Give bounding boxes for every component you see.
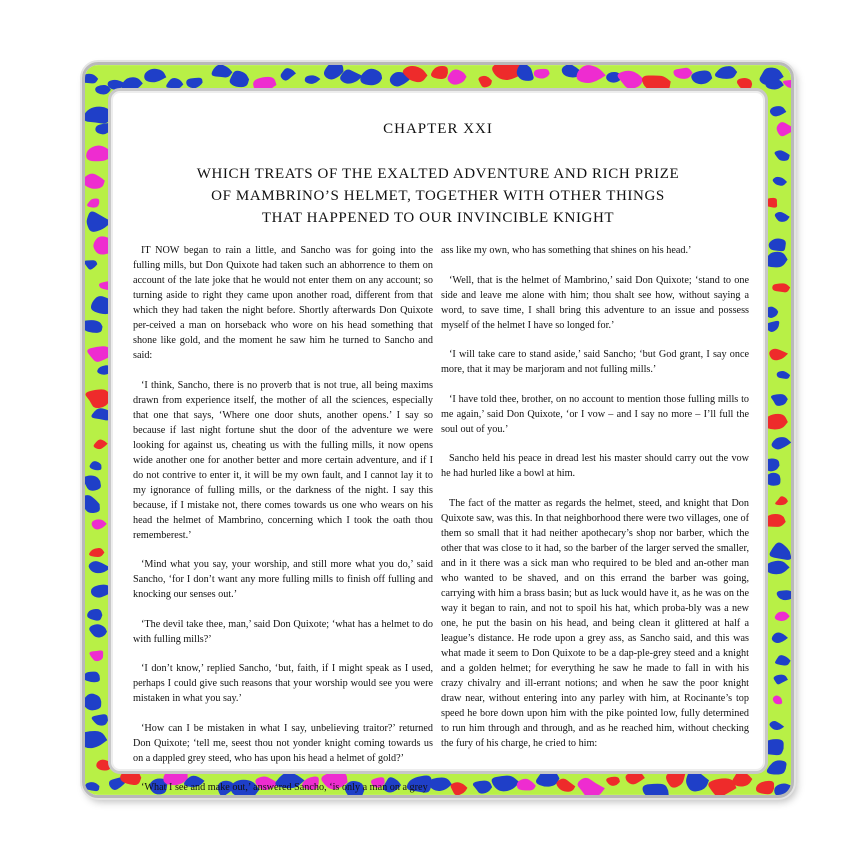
chapter-heading: CHAPTER XXI	[383, 121, 493, 137]
paragraph: ‘The devil take thee, man,’ said Don Quixote; ‘what has a helmet to do with fulling mills?’	[133, 618, 433, 645]
paragraph: ‘What I see and make out,’ answered Sancho, ‘is only a man on a grey	[141, 782, 428, 793]
paragraph: The fact of the matter as regards the helmet, steed, and knight that Don Quixote saw, was this. In that neighborhood there were two villages, one of them so small that it had neither apothecary’s shop nor barber, which the other that was close to it had, so the barber of the larger served the smaller, and in it there was a sick man who required to be bled and an-other man who wanted to be shaved, and on this errand the barber was going, carrying with him a brass basin; but as luck would have it, as he was on the way it began to rain, and not to spoil his hat, which proba-bly was a new one, he put the basin on his head, and being clean it glittered at half a league’s distance. He rode upon a grey ass, as Sancho said, and this was what made it seem to Don Quixote to be a dap-ple-grey steed and a knight and a golden helmet; for everything he saw he made to fall in with his crazy chivalry and ill-errant notions; and when he saw the poor knight draw near, without entering into any parley with him, at Rocinante’s top speed he bore down upon him with the pike pointed low, fully determined to run him through and through, and as he reached him, without checking the fury of his charge, he cried to him:	[441, 497, 749, 749]
paragraph: ‘How can I be mistaken in what I say, unbelieving traitor?’ returned Don Quixote; ‘tell me, seest thou not yonder knight coming towards us on a dappled grey steed, who has upon his head a helmet of gold?’	[133, 722, 433, 764]
paragraph: ‘I don’t know,’ replied Sancho, ‘but, faith, if I might speak as I used, perhaps I could give such reasons that your worship would see you were mistaken in what you say.’	[133, 663, 433, 704]
paragraph: ‘I think, Sancho, there is no proverb that is not true, all being maxims drawn from experience itself, the mother of all the sciences, especially that one that says, ‘Where one door shuts, another opens.’ I say so because if last night fortune shut the door of the adventure we were looking for against us, cheating us with the fulling mills, it now opens wide another one for another better and more certain adventure, and if I do not contrive to enter it, it will be my own fault, and I cannot lay it to my ignorance of fulling mills, or the darkness of the night. I say this because, if I mistake not, there comes towards us one who wears on his head the helmet of Mambrino, concerning which I took the oath thou rememberest.’	[133, 379, 433, 541]
paragraph: ass like my own, who has something that shines on his head.’	[441, 245, 692, 256]
chapter-title-line: OF MAMBRINO’S HELMET, TOGETHER WITH OTHER THINGS	[211, 188, 665, 204]
paragraph: IT NOW began to rain a little, and Sancho was for going into the fulling mills, but Don Quixote had taken such an abhorrence to them on account of the late joke that he would not enter them on any account; so turning aside to right they came upon another road, different from that which they had taken the night before. Shortly afterwards Don Quixote per-ceived a man on horseback who wore on his head something that shone like gold, and the moment he saw him he turned to Sancho and said:	[133, 245, 433, 361]
pattern-blob	[643, 784, 669, 795]
paragraph: ‘I will take care to stand aside,’ said Sancho; ‘but God grant, I say once more, that it may be marjoram and not fulling mills.’	[441, 349, 749, 375]
pattern-blob	[85, 672, 100, 683]
paragraph: ‘Well, that is the helmet of Mambrino,’ said Don Quixote; ‘stand to one side and leave me alone with him; thou shalt see how, without saying a word, to save time, I shall bring this adventure to an issue and possess myself of the helmet I have so longed for.’	[441, 274, 749, 331]
chapter-title	[151, 163, 725, 229]
chapter-title-line: WHICH TREATS OF THE EXALTED ADVENTURE AND RICH PRIZE	[196, 166, 680, 182]
paragraph: ‘I have told thee, brother, on no account to mention those fulling mills to me again,’ said Don Quixote, ‘or I vow – and I say no more – I’ll full the soul out of you.’	[441, 393, 749, 435]
left-text-column	[133, 243, 433, 810]
paragraph: Sancho held his peace in dread lest his master should carry out the vow he had hurled like a bowl at him.	[441, 453, 749, 479]
paragraph: ‘Mind what you say, your worship, and still more what you do,’ said Sancho, ‘for I don’t want any more fulling mills to finish off fulling and knocking our senses out.’	[133, 559, 433, 600]
page-panel	[108, 88, 768, 793]
chapter-title-line: THAT HAPPENED TO OUR INVINCIBLE KNIGHT	[261, 210, 615, 226]
right-text-column	[441, 243, 749, 765]
